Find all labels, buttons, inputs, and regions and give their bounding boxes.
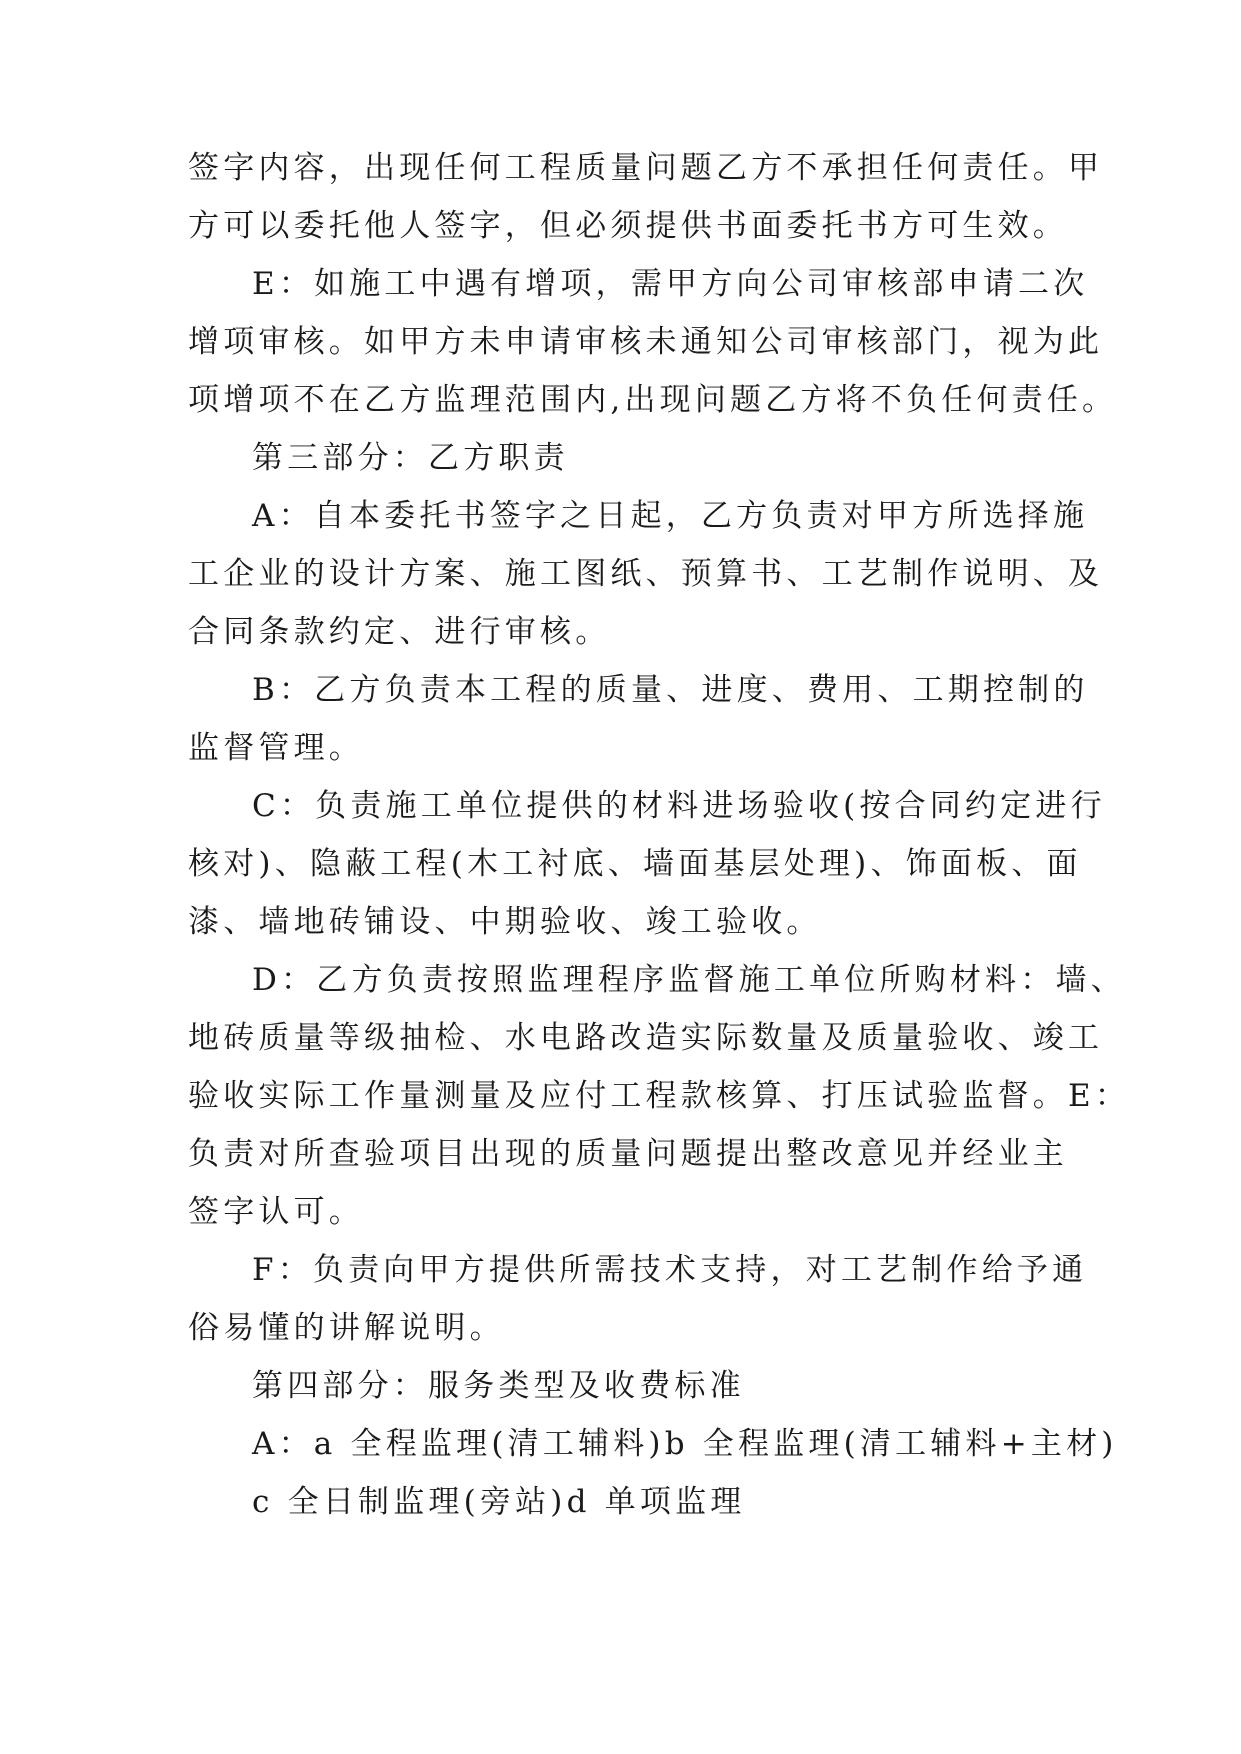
paragraph-line: 俗易懂的讲解说明。	[188, 1310, 505, 1346]
paragraph-line: 负责对所查验项目出现的质量问题提出整改意见并经业主	[188, 1136, 1068, 1172]
paragraph-line: C：负责施工单位提供的材料进场验收(按合同约定进行	[252, 788, 1106, 824]
paragraph-line: 项增项不在乙方监理范围内,出现问题乙方将不负任何责任。	[188, 382, 1118, 418]
paragraph-line: A：自本委托书签字之日起，乙方负责对甲方所选择施	[252, 498, 1089, 534]
paragraph-line: D：乙方负责按照监理程序监督施工单位所购材料：墙、	[252, 962, 1126, 998]
paragraph-line: 增项审核。如甲方未申请审核未通知公司审核部门，视为此	[188, 324, 1104, 360]
section-heading: 第四部分：服务类型及收费标准	[252, 1368, 745, 1404]
section-heading: 第三部分：乙方职责	[252, 440, 569, 476]
paragraph-line: 合同条款约定、进行审核。	[188, 614, 611, 650]
paragraph-line: 漆、墙地砖铺设、中期验收、竣工验收。	[188, 904, 822, 940]
paragraph-line: 地砖质量等级抽检、水电路改造实际数量及质量验收、竣工	[188, 1020, 1104, 1056]
paragraph-line: B：乙方负责本工程的质量、进度、费用、工期控制的	[252, 672, 1089, 708]
paragraph-line: 工企业的设计方案、施工图纸、预算书、工艺制作说明、及	[188, 556, 1104, 592]
paragraph-line: A：a 全程监理(清工辅料)b 全程监理(清工辅料+主材)	[252, 1426, 1118, 1462]
paragraph-line: E：如施工中遇有增项，需甲方向公司审核部申请二次	[252, 266, 1089, 302]
paragraph-line: 验收实际工作量测量及应付工程款核算、打压试验监督。E：	[188, 1078, 1131, 1114]
paragraph-line: F：负责向甲方提供所需技术支持，对工艺制作给予通	[252, 1252, 1088, 1288]
paragraph-line: 核对)、隐蔽工程(木工衬底、墙面基层处理)、饰面板、面	[188, 846, 1082, 882]
paragraph-line: 监督管理。	[188, 730, 364, 766]
paragraph-line: c 全日制监理(旁站)d 单项监理	[252, 1484, 746, 1520]
paragraph-line: 签字认可。	[188, 1194, 364, 1230]
paragraph-line: 签字内容，出现任何工程质量问题乙方不承担任何责任。甲	[188, 150, 1104, 186]
paragraph-line: 方可以委托他人签字，但必须提供书面委托书方可生效。	[188, 208, 1068, 244]
